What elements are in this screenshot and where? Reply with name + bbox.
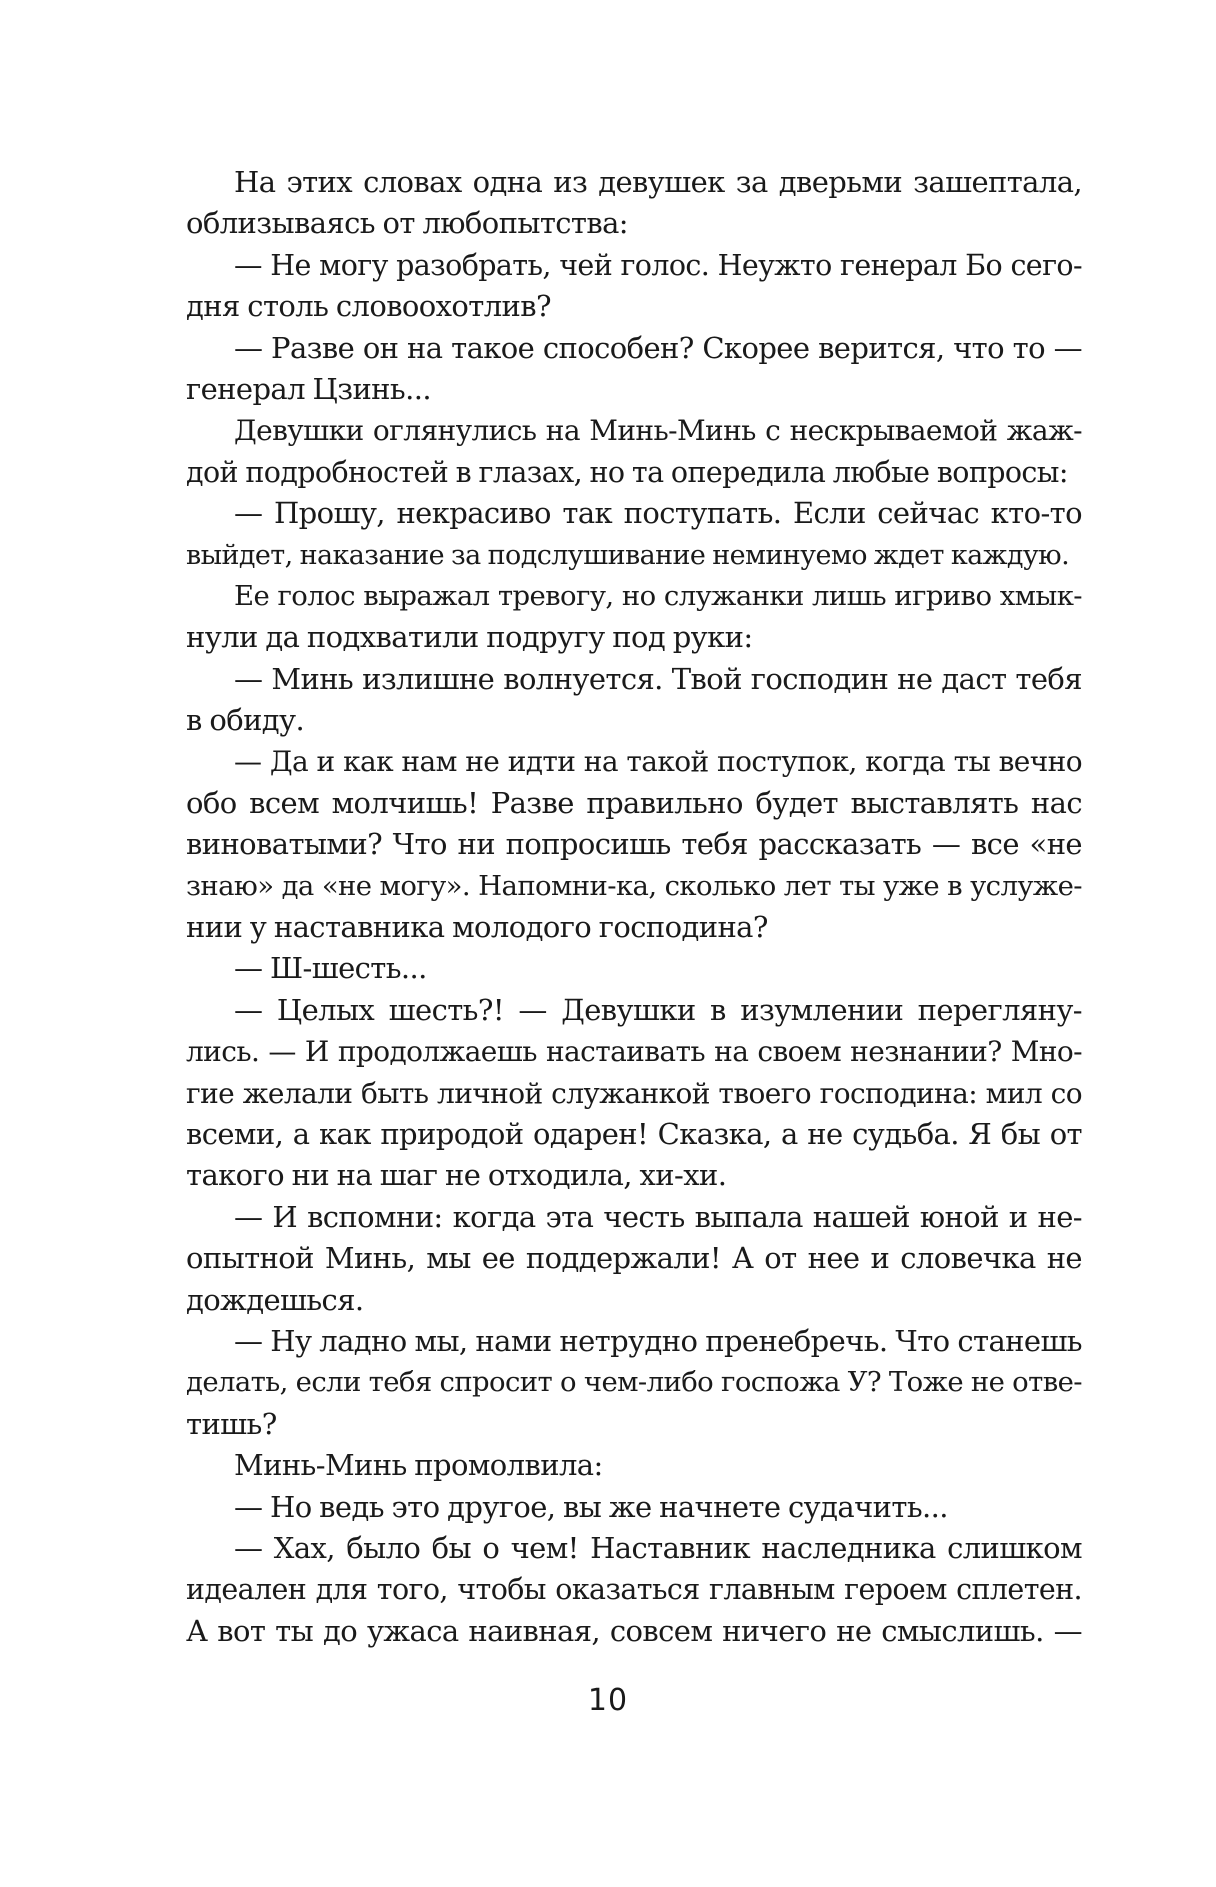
text-line: — Ну ладно мы, нами нетрудно пренебречь. Что станешь xyxy=(234,1323,1082,1358)
text-line: знаю» да «не могу». Напомни-ка, сколько лет ты уже в услуже- xyxy=(186,869,1082,902)
text-line: А вот ты до ужаса наивная, совсем ничего не смыслишь. — xyxy=(186,1613,1082,1648)
text-line: гие желали быть личной служанкой твоего господина: мил со xyxy=(186,1076,1082,1110)
text-line: облизываясь от любопытства: xyxy=(186,206,628,241)
text-line: всеми, а как природой одарен! Сказка, а не судьба. Я бы от xyxy=(186,1116,1082,1151)
text-line: виноватыми? Что ни попросишь тебя рассказать — все «не xyxy=(186,827,1082,862)
text-line: — Целых шесть?! — Девушки в изумлении перегляну- xyxy=(234,992,1082,1027)
page-number: 10 xyxy=(587,1683,629,1718)
text-line: — Не могу разобрать, чей голос. Неужто генерал Бо сего- xyxy=(234,248,1082,282)
text-line: — Прошу, некрасиво так поступать. Если сейчас кто-то xyxy=(234,496,1082,531)
text-line: — И вспомни: когда эта честь выпала нашей юной и не- xyxy=(234,1199,1082,1234)
text-line: идеален для того, чтобы оказаться главным героем сплетен. xyxy=(186,1573,1082,1607)
text-line: в обиду. xyxy=(186,703,305,738)
body-text xyxy=(186,162,1082,1652)
text-line: — Ш-шесть... xyxy=(234,951,427,986)
text-line: — Но ведь это другое, вы же начнете судачить... xyxy=(234,1489,948,1524)
text-line: — Да и как нам не идти на такой поступок, когда ты вечно xyxy=(234,745,1082,779)
text-line: дой подробностей в глазах, но та опередила любые вопросы: xyxy=(186,455,1068,489)
text-line: На этих словах одна из девушек за дверьми зашептала, xyxy=(234,165,1082,199)
text-line: дождешься. xyxy=(186,1282,364,1317)
text-line: — Хах, было бы о чем! Наставник наследника слишком xyxy=(234,1530,1082,1565)
text-line: — Разве он на такое способен? Скорее верится, что то — xyxy=(234,330,1082,365)
text-line: Минь-Минь промолвила: xyxy=(234,1448,603,1483)
text-line: опытной Минь, мы ее поддержали! А от нее и словечка не xyxy=(186,1241,1082,1276)
text-line: Девушки оглянулись на Минь-Минь с нескрываемой жаж- xyxy=(234,414,1082,448)
text-line: генерал Цзинь... xyxy=(186,371,431,406)
text-line: дня столь словоохотлив? xyxy=(186,289,551,324)
text-line: делать, если тебя спросит о чем-либо госпожа У? Тоже не отве- xyxy=(186,1366,1082,1399)
text-line: лись. — И продолжаешь настаивать на своем незнании? Мно- xyxy=(186,1035,1082,1069)
text-line: такого ни на шаг не отходила, хи-хи. xyxy=(186,1158,727,1193)
text-line: нии у наставника молодого господина? xyxy=(186,910,768,945)
text-line: нули да подхватили подругу под руки: xyxy=(186,620,753,655)
text-line: — Минь излишне волнуется. Твой господин не даст тебя xyxy=(234,661,1082,696)
text-line: Ее голос выражал тревогу, но служанки лишь игриво хмык- xyxy=(234,579,1082,612)
text-line: выйдет, наказание за подслушивание неминуемо ждет каждую. xyxy=(186,539,1070,571)
text-line: обо всем молчишь! Разве правильно будет выставлять нас xyxy=(186,785,1082,820)
text-line: тишь? xyxy=(186,1406,277,1441)
